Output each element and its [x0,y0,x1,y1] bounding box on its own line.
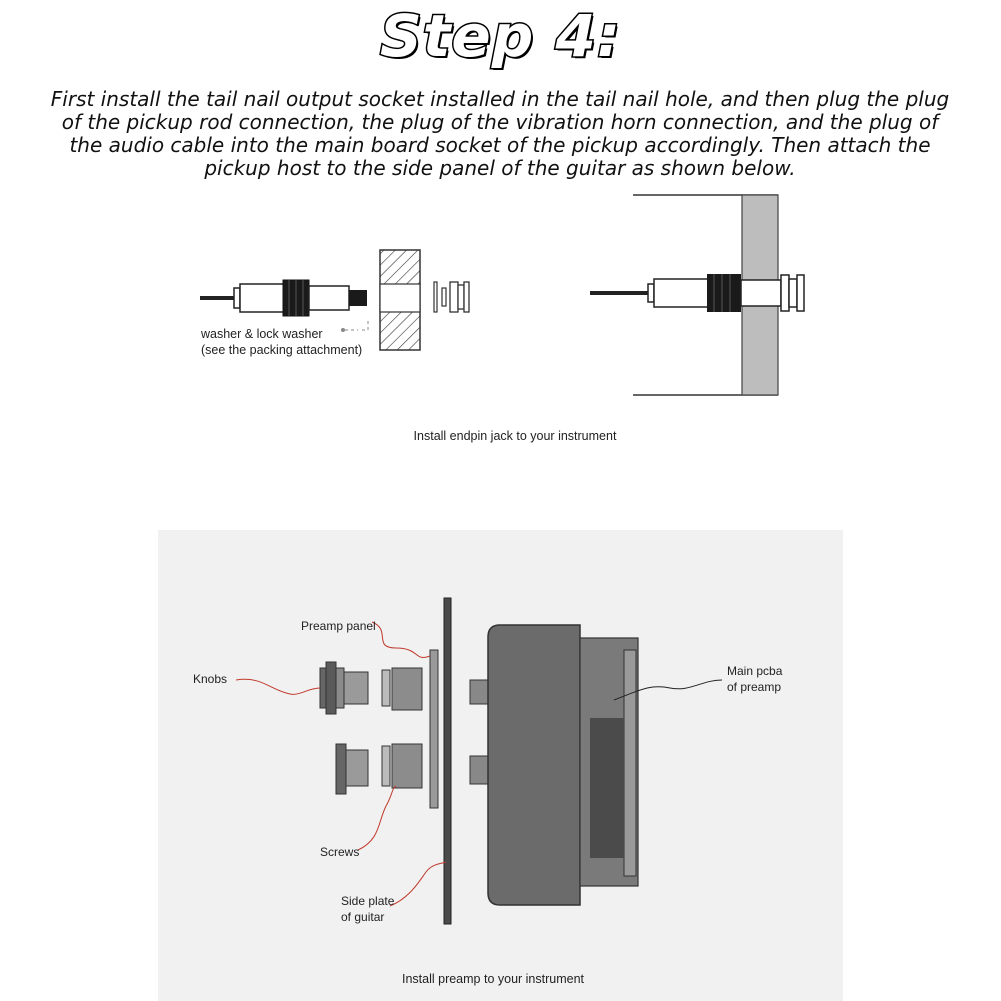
washer-label: washer & lock washer [201,327,323,341]
preamp-panel [430,650,438,808]
knob-lower [336,744,422,794]
intro-paragraph: First install the tail nail output socket installed in the tail nail hole, and then plug the plug of the pickup rod connection, the plug of the vibration horn connection, and the plug of the audio cable into the main board socket of the pickup accordingly. Then attach the pickup host to the side panel of the guitar as shown below. [50,87,950,180]
page-title: Step 4: [379,2,622,70]
washer-label-note: (see the packing attachment) [201,343,363,357]
knob-upper [320,662,422,714]
preamp-figure [158,530,843,1001]
preamp-panel-label: Preamp panel [301,619,376,633]
endpin-jack-figure [0,185,1001,455]
knobs-label: Knobs [193,672,228,686]
side-plate-label: Side plate [341,894,395,908]
side-plate [444,598,451,924]
preamp-body [470,625,638,905]
main-pcba-label-2: of preamp [727,680,782,694]
screws-label: Screws [320,845,360,859]
endpin-jack-exploded [200,280,367,316]
figure2-caption: Install preamp to your instrument [401,972,585,986]
washer-parts [434,282,469,312]
figure1-caption: Install endpin jack to your instrument [413,429,617,443]
side-plate-label-2: of guitar [341,910,385,924]
main-pcba-label: Main pcba [727,664,783,678]
wall-section [380,250,420,350]
assembled-jack [590,195,804,395]
